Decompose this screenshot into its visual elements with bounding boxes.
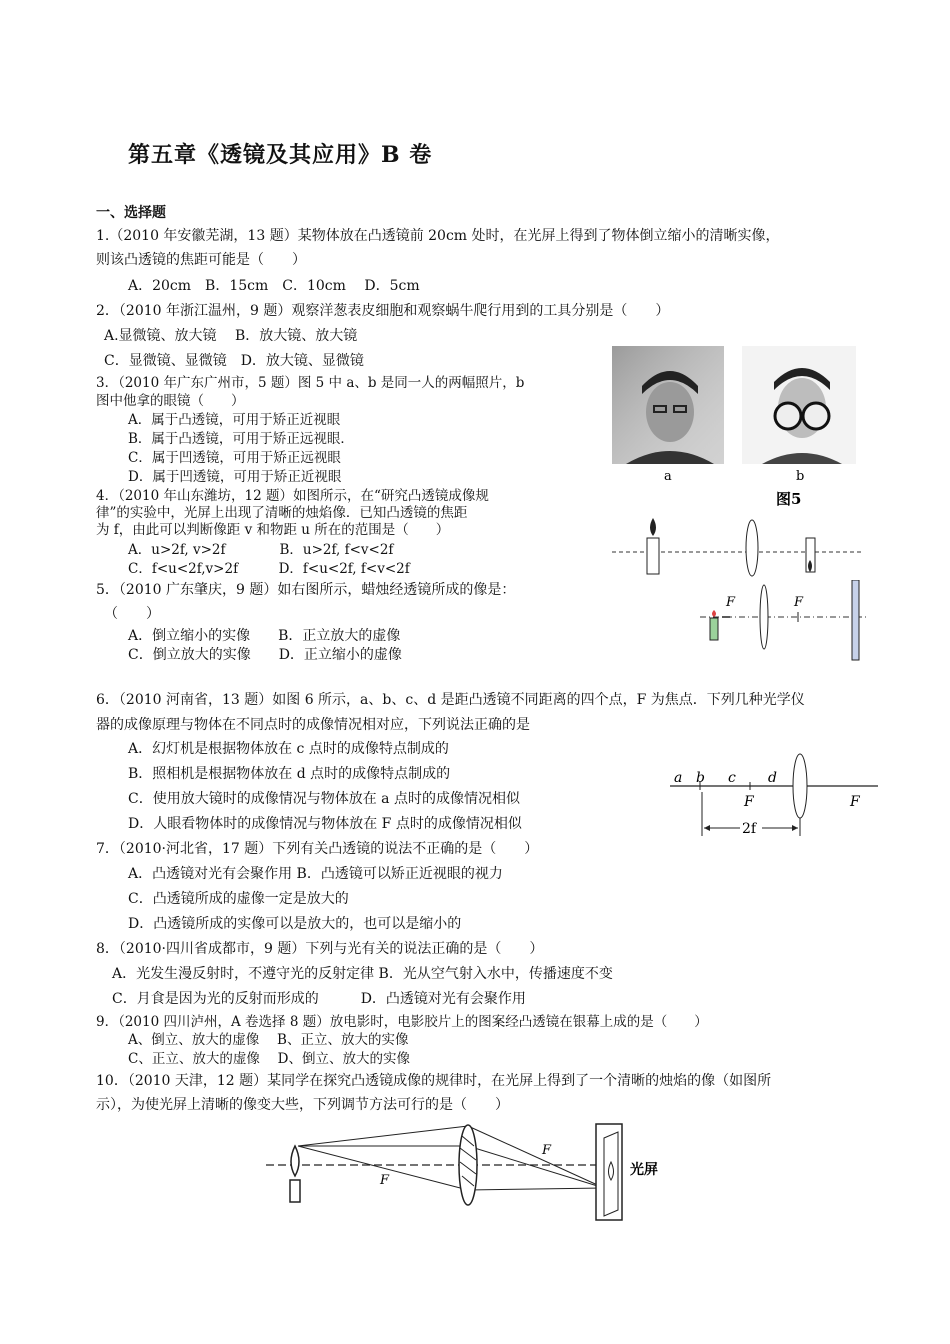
q5-options-cd: C．倒立放大的实像 D．正立缩小的虚像 — [128, 647, 402, 663]
q6-focus-right: F — [850, 794, 860, 810]
q8-line1: 8．（2010·四川省成都市，9 题）下列与光有关的说法正确的是（ ） — [96, 941, 544, 957]
q2-line1: 2．（2010 年浙江温州，9 题）观察洋葱表皮细胞和观察蜗牛爬行用到的工具分别是（ ） — [96, 303, 670, 319]
q6-point-c: c — [728, 770, 736, 786]
q10-focus-left: F — [380, 1173, 390, 1188]
q5-line1: 5．（2010 广东肇庆，9 题）如右图所示，蜡烛经透镜所成的像是： — [96, 582, 516, 598]
q4-options-cd: C．f<u<2f,v>2f D．f<u<2f, f<v<2f — [128, 561, 410, 577]
q3-option-c: C．属于凹透镜，可用于矫正远视眼 — [128, 450, 341, 466]
q7-line1: 7．（2010·河北省，17 题）下列有关凸透镜的说法不正确的是（ ） — [96, 841, 539, 857]
q1-line1: 1.（2010 年安徽芜湖，13 题）某物体放在凸透镜前 20cm 处时，在光屏上得到了物体倒立缩小的清晰实像， — [96, 228, 780, 244]
q2-options-cd: C．显微镜、显微镜 D．放大镜、显微镜 — [104, 353, 364, 369]
q3-option-d: D．属于凹透镜，可用于矫正近视眼 — [128, 469, 342, 485]
q6-focus-left: F — [744, 794, 754, 810]
q3-figure — [612, 346, 856, 508]
q3-line2: 图中他拿的眼镜（ ） — [96, 393, 245, 409]
page-title: 第五章《透镜及其应用》B 卷 — [128, 142, 433, 168]
q4-line2: 律”的实验中，光屏上出现了清晰的烛焰像．已知凸透镜的焦距 — [96, 505, 468, 521]
q7-option-c: C．凸透镜所成的虚像一定是放大的 — [128, 891, 349, 907]
q10-focus-right: F — [542, 1143, 552, 1158]
q2-options-ab: A.显微镜、放大镜 B．放大镜、放大镜 — [104, 328, 358, 344]
q6-point-b: b — [696, 770, 705, 786]
q7-option-d: D．凸透镜所成的实像可以是放大的，也可以是缩小的 — [128, 916, 462, 932]
q6-option-c: C．使用放大镜时的成像情况与物体放在 a 点时的成像情况相似 — [128, 791, 520, 807]
q8-options-cd: C．月食是因为光的反射而形成的 D．凸透镜对光有会聚作用 — [112, 991, 526, 1007]
q6-point-d: d — [768, 770, 777, 786]
q8-options-ab: A．光发生漫反射时，不遵守光的反射定律 B．光从空气射入水中，传播速度不变 — [112, 966, 613, 982]
q4-options-ab: A．u>2f, v>2f B．u>2f, f<v<2f — [128, 542, 394, 558]
q5-focus-left: F — [726, 595, 736, 610]
q6-option-d: D．人眼看物体时的成像情况与物体放在 F 点时的成像情况相似 — [128, 816, 522, 832]
photo-a-label: a — [664, 469, 672, 484]
q3-option-b: B．属于凸透镜，可用于矫正远视眼． — [128, 431, 354, 447]
q9-options-ab: A、倒立、放大的虚像 B、正立、放大的实像 — [128, 1032, 409, 1048]
q10-line1: 10．（2010 天津，12 题）某同学在探究凸透镜成像的规律时，在光屏上得到了一个清晰的烛焰的像（如图所 — [96, 1073, 772, 1089]
q6-option-a: A．幻灯机是根据物体放在 c 点时的成像特点制成的 — [128, 741, 449, 757]
photo-a — [612, 346, 724, 464]
q5-line2: （ ） — [104, 606, 160, 622]
q10-screen-label: 光屏 — [630, 1162, 658, 1178]
q4-line3: 为 f，由此可以判断像距 v 和物距 u 所在的范围是（ ） — [96, 522, 450, 538]
q3-option-a: A．属于凸透镜，可用于矫正近视眼 — [128, 412, 341, 428]
q6-two-f-label: 2f — [742, 821, 757, 837]
q9-options-cd: C、正立、放大的虚像 D、倒立、放大的实像 — [128, 1051, 410, 1067]
q1-line2: 则该凸透镜的焦距可能是（ ） — [96, 252, 306, 268]
q6-option-b: B．照相机是根据物体放在 d 点时的成像特点制成的 — [128, 766, 451, 782]
q6-line2: 器的成像原理与物体在不同点时的成像情况相对应，下列说法正确的是 — [96, 717, 530, 733]
figure-5-caption: 图5 — [776, 490, 802, 508]
q10-line2: 示），为使光屏上清晰的像变大些，下列调节方法可行的是（ ） — [96, 1097, 509, 1113]
q5-figure — [700, 580, 866, 662]
q3-line1: 3．（2010 年广东广州市，5 题）图 5 中 a、b 是同一人的两幅照片，b — [96, 375, 525, 391]
q9-line1: 9．（2010 四川泸州，A 卷选择 8 题）放电影时，电影胶片上的图案经凸透镜在银幕上成的是（ ） — [96, 1014, 708, 1030]
q6-point-a: a — [674, 770, 683, 786]
photo-b — [742, 346, 856, 464]
q5-focus-right: F — [794, 595, 804, 610]
section-heading: 一、选择题 — [96, 205, 166, 221]
q10-figure — [266, 1118, 696, 1224]
q1-options: A．20cm B．15cm C．10cm D．5cm — [128, 278, 420, 294]
q7-options-ab: A．凸透镜对光有会聚作用 B．凸透镜可以矫正近视眼的视力 — [128, 866, 503, 882]
q5-options-ab: A．倒立缩小的实像 B．正立放大的虚像 — [128, 628, 401, 644]
q4-line1: 4．（2010 年山东潍坊，12 题）如图所示，在“研究凸透镜成像规 — [96, 488, 489, 504]
q6-figure — [668, 752, 880, 840]
photo-b-label: b — [796, 469, 805, 484]
q6-line1: 6．（2010 河南省，13 题）如图 6 所示，a、b、c、d 是距凸透镜不同距离的四个点，F 为焦点．下列几种光学仪 — [96, 692, 805, 708]
q4-figure — [612, 512, 862, 578]
